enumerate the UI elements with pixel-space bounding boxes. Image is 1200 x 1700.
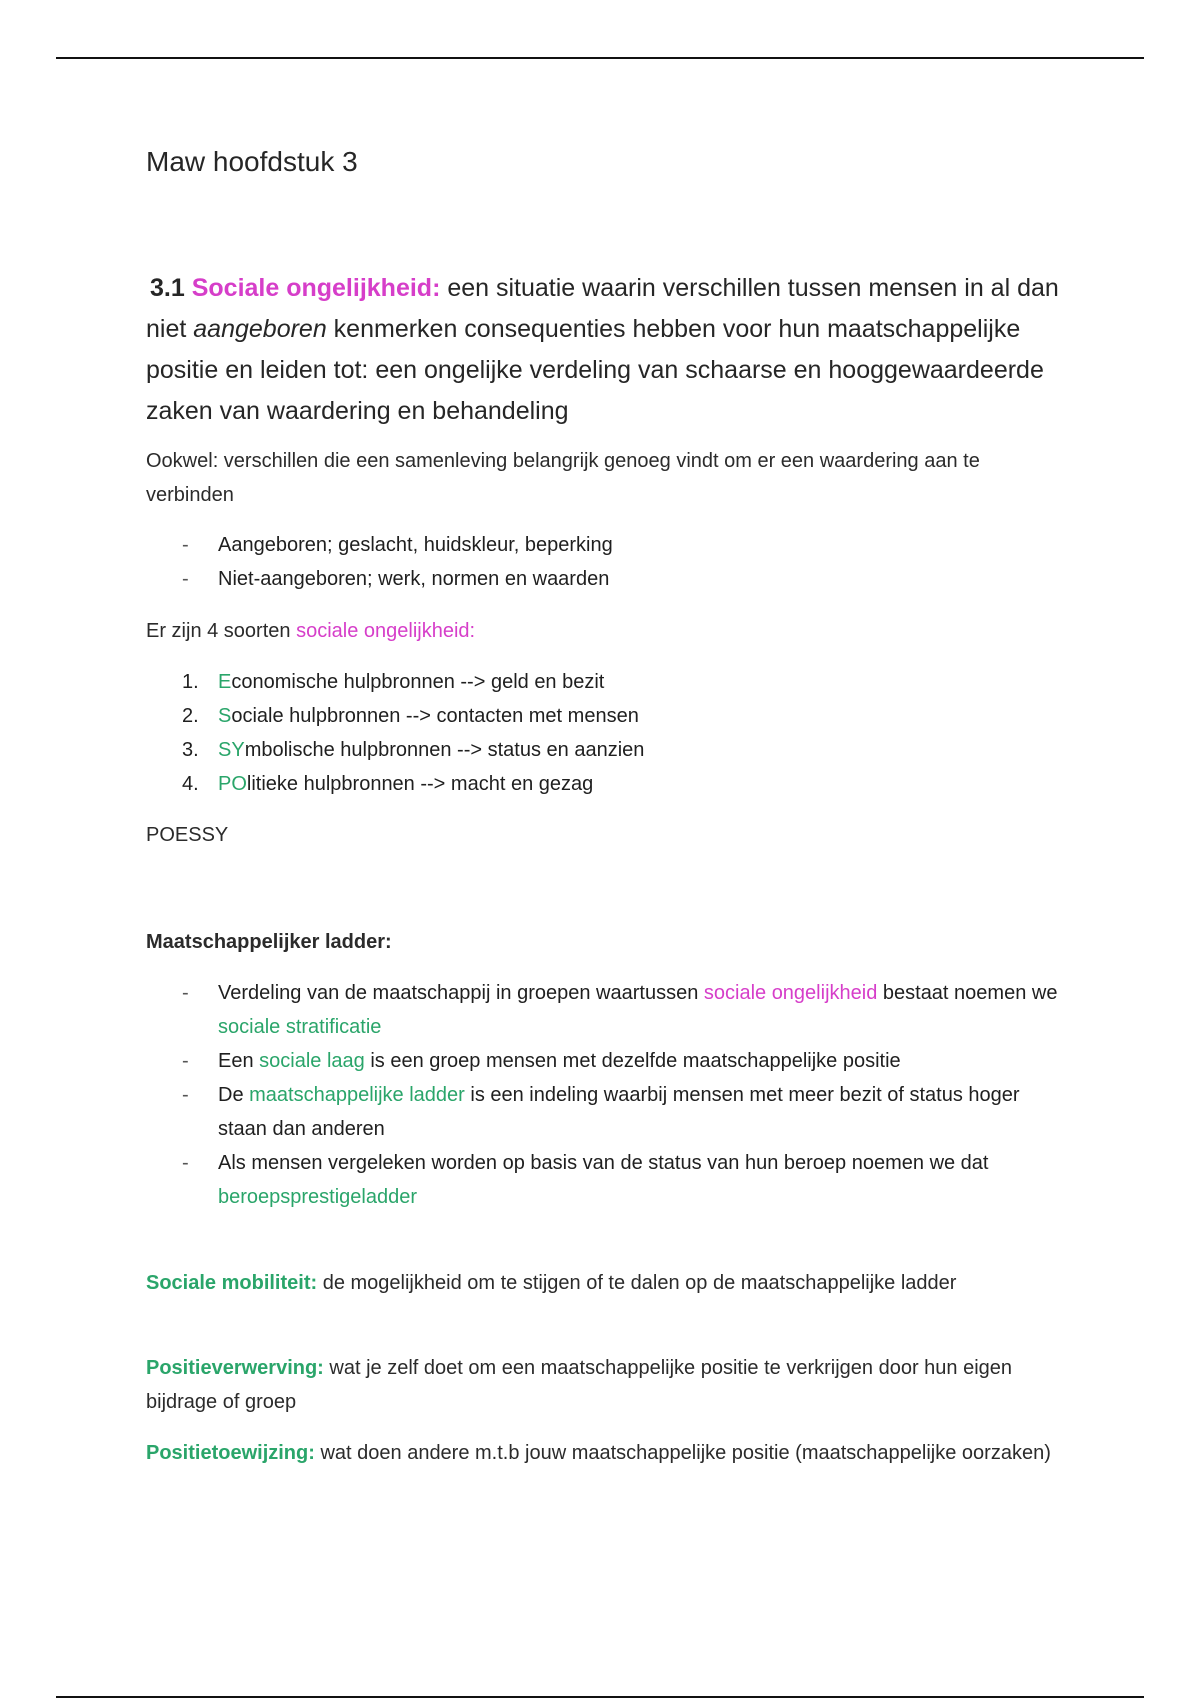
list-item: 3. SYmbolische hulpbronnen --> status en aanzien bbox=[182, 739, 645, 761]
list-item: 4. POlitieke hulpbronnen --> macht en gezag bbox=[182, 773, 594, 795]
intro-text-2: kenmerken consequenties hebben voor hun maatschappelijke positie en leiden tot: een ongelijke verdeling van schaarse en hooggewaardeerde zaken van waardering en behandeling bbox=[146, 315, 1044, 425]
list-item: - De maatschappelijke ladder is een indeling waarbij mensen met meer bezit of status hoger staan dan anderen bbox=[182, 1084, 1020, 1140]
soorten-paragraph: Er zijn 4 soorten sociale ongelijkheid: bbox=[146, 620, 476, 642]
list-item: - Als mensen vergeleken worden op basis van de status van hun beroep noemen we dat beroepsprestigeladder bbox=[182, 1152, 989, 1208]
list-item: 2. Sociale hulpbronnen --> contacten met mensen bbox=[182, 705, 639, 727]
intro-paragraph bbox=[146, 268, 1066, 432]
list-item: - Verdeling van de maatschappij in groepen waartussen sociale ongelijkheid bestaat noemen we sociale stratificatie bbox=[182, 982, 1058, 1038]
ladder-heading: Maatschappelijker ladder: bbox=[146, 931, 392, 953]
intro-italic: aangeboren bbox=[193, 315, 327, 343]
intro-text-1: een situatie waarin verschillen tussen mensen in al dan niet bbox=[146, 274, 1059, 343]
traits-list bbox=[146, 528, 1066, 596]
ookwel-paragraph: Ookwel: verschillen die een samenleving belangrijk genoeg vindt om er een waardering aan te verbinden bbox=[146, 450, 980, 506]
top-rule bbox=[56, 57, 1144, 59]
definition-sociale-mobiliteit: Sociale mobiliteit: de mogelijkheid om te stijgen of te dalen op de maatschappelijke ladder bbox=[146, 1272, 957, 1294]
bottom-rule bbox=[56, 1696, 1144, 1698]
section-number: 3.1 bbox=[150, 274, 185, 302]
list-item: - Niet-aangeboren; werk, normen en waarden bbox=[182, 568, 610, 590]
definition-positieverwerving: Positieverwerving: wat je zelf doet om een maatschappelijke positie te verkrijgen door hun eigen bijdrage of groep bbox=[146, 1357, 1013, 1413]
page-title: Maw hoofdstuk 3 bbox=[146, 146, 358, 177]
mnemonic: POESSY bbox=[146, 824, 229, 846]
definition-positietoewijzing: Positietoewijzing: wat doen andere m.t.b jouw maatschappelijke positie (maatschappelijke oorzaken) bbox=[146, 1442, 1051, 1464]
term-sociale-ongelijkheid-inline: sociale ongelijkheid: bbox=[296, 620, 476, 642]
list-item: - Aangeboren; geslacht, huidskleur, beperking bbox=[182, 534, 613, 556]
list-item: 1. Economische hulpbronnen --> geld en bezit bbox=[182, 671, 605, 693]
term-sociale-ongelijkheid: Sociale ongelijkheid: bbox=[191, 274, 441, 302]
hulpbronnen-list bbox=[146, 665, 1066, 801]
list-item: - Een sociale laag is een groep mensen met dezelfde maatschappelijke positie bbox=[182, 1050, 901, 1072]
ladder-list bbox=[146, 976, 1066, 1214]
